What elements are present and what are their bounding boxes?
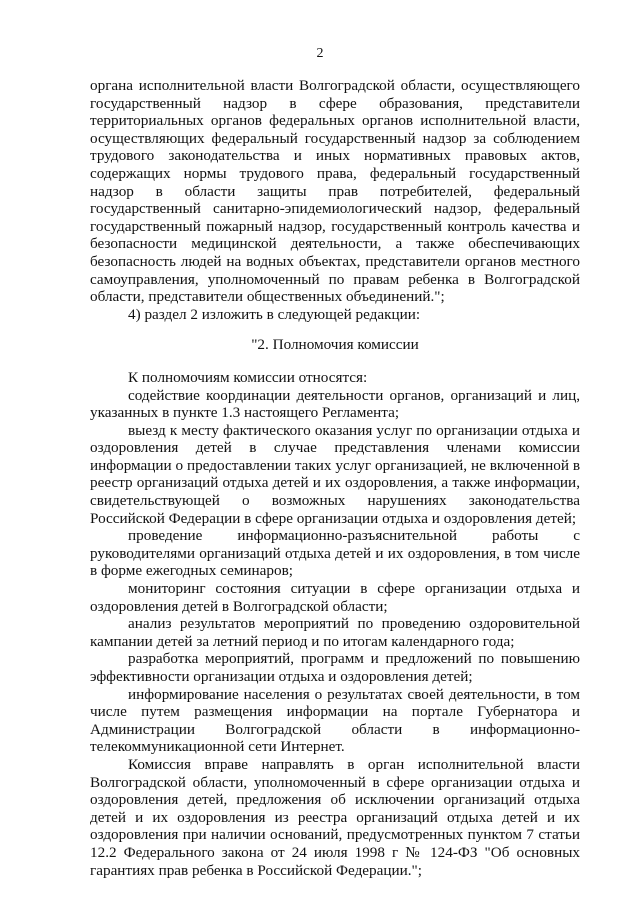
paragraph-power-analysis: анализ результатов мероприятий по проведению оздоровительной кампании детей за летний период и по итогам календарного года; [90, 615, 580, 650]
paragraph-power-outreach: проведение информационно-разъяснительной работы с руководителями организаций отдыха детей и их оздоровления, в том числе в форме ежегодных семинаров; [90, 527, 580, 580]
paragraph-power-site-visit: выезд к месту фактического оказания услуг по организации отдыха и оздоровления детей в случае представления членами комиссии информации о предоставлении таких услуг организацией, не включенной в реестр организаций отдыха детей и их оздоровления, а также информации, свидетельствующей о возможных нарушениях законодательства Российской Федерации в сфере организации отдыха и оздоровления детей; [90, 421, 580, 527]
document-body [90, 77, 580, 879]
paragraph-commission-rights: Комиссия вправе направлять в орган исполнительной власти Волгоградской области, уполномоченный в сфере организации отдыха и оздоровления детей, предложения об исключении организаций отдыха детей и их оздоровления из реестра организаций отдыха детей и их оздоровления при наличии оснований, предусмотренных пунктом 7 статьи 12.2 Федерального закона от 24 июля 1998 г № 124-ФЗ "Об основных гарантиях прав ребенка в Российской Федерации."; [90, 755, 580, 879]
paragraph-power-development: разработка мероприятий, программ и предложений по повышению эффективности организации отдыха и оздоровления детей; [90, 650, 580, 685]
paragraph-commission-composition: органа исполнительной власти Волгоградской области, осуществляющего государственный надзор в сфере образования, представители территориальных органов федеральных органов исполнительной власти, осуществляющих федеральный государственный надзор за соблюдением трудового законодательства и иных нормативных правовых актов, содержащих нормы трудового права, федеральный государственный надзор в области защиты прав потребителей, федеральный государственный санитарно-эпидемиологический надзор, федеральный государственный пожарный надзор, государственный контроль качества и безопасности медицинской деятельности, а также обеспечивающих безопасность людей на водных объектах, представители органов местного самоуправления, уполномоченный по правам ребенка в Волгоградской области, представители общественных объединений."; [90, 77, 580, 306]
paragraph-amendment-item-4: 4) раздел 2 изложить в следующей редакции: [128, 305, 421, 323]
paragraph-power-informing: информирование населения о результатах своей деятельности, в том числе путем размещения информации на портале Губернатора и Администрации Волгоградской области в информационно-телекоммуникационной сети Интернет. [90, 685, 580, 756]
paragraph-power-coordination: содействие координации деятельности органов, организаций и лиц, указанных в пункте 1.3 настоящего Регламента; [90, 386, 580, 422]
section-heading: "2. Полномочия комиссии [251, 336, 419, 354]
paragraph-power-monitoring: мониторинг состояния ситуации в сфере организации отдыха и оздоровления детей в Волгоградской области; [90, 580, 580, 615]
paragraph-powers-intro: К полномочиям комиссии относятся: [128, 368, 368, 386]
page-number: 2 [316, 46, 324, 61]
